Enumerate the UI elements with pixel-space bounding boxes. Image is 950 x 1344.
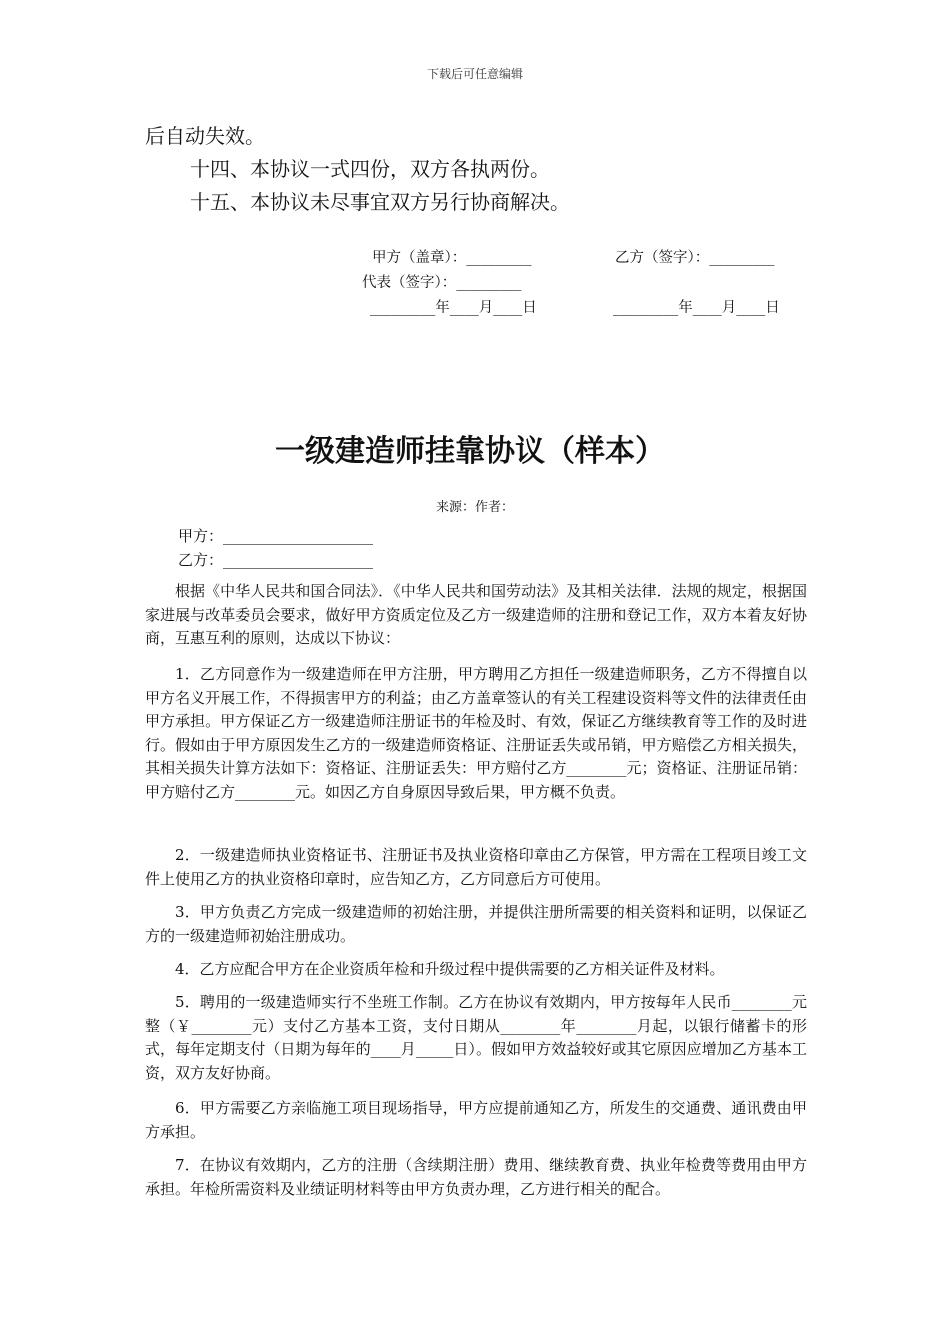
header-note: 下载后可任意编辑 [426, 67, 523, 81]
document-title: 一级建造师挂靠协议（样本） [275, 434, 665, 469]
clause-7: 7．在协议有效期内，乙方的注册（含续期注册）费用、继续教育费、执业年检费等费用由甲方承担。年检所需资料及业绩证明材料等由甲方负责办理，乙方进行相关的配合。 [145, 1156, 807, 1198]
representative-sign-line: 代表（签字）：_________ [362, 275, 522, 291]
party-b-sign-line: 乙方（签字）：_________ [615, 250, 775, 266]
clause-15: 十五、本协议未尽事宜双方另行协商解决。 [190, 190, 570, 214]
intro-paragraph: 根据《中华人民共和国合同法》．《中华人民共和国劳动法》及其相关法律．法规的规定，根据国家进展与改革委员会要求，做好甲方资质定位及乙方一级建造师的注册和登记工作，双方本着友好协商，互惠互利的原则，达成以下协议： [145, 582, 807, 647]
clause-2: 2．一级建造师执业资格证书、注册证书及执业资格印章由乙方保管，甲方需在工程项目竣工文件上使用乙方的执业资格印章时，应告知乙方，乙方同意后方可使用。 [145, 846, 807, 888]
clause-14: 十四、本协议一式四份，双方各执两份。 [190, 157, 550, 181]
continued-line: 后自动失效。 [145, 124, 265, 148]
party-a-line: 甲方：____________________ [178, 527, 374, 545]
clause-6: 6．甲方需要乙方亲临施工项目现场指导，甲方应提前通知乙方，所发生的交通费、通讯费由甲方承担。 [145, 1099, 807, 1141]
date-line-b: _________年____月____日 [613, 300, 780, 316]
clause-4: 4．乙方应配合甲方在企业资质年检和升级过程中提供需要的乙方相关证件及材料。 [175, 960, 725, 978]
party-a-seal-line: 甲方（盖章）：_________ [372, 250, 532, 266]
date-line-a: _________年____月____日 [370, 300, 537, 316]
source-line: 来源：作者： [435, 500, 514, 515]
clause-3: 3．甲方负责乙方完成一级建造师的初始注册，并提供注册所需要的相关资料和证明，以保证乙方的一级建造师初始注册成功。 [145, 903, 807, 945]
party-b-line: 乙方：____________________ [178, 551, 374, 569]
clause-1: 1．乙方同意作为一级建造师在甲方注册，甲方聘用乙方担任一级建造师职务，乙方不得擅自以甲方名义开展工作，不得损害甲方的利益；由乙方盖章签认的有关工程建设资料等文件的法律责任由甲方承担。甲方保证乙方一级建造师注册证书的年检及时、有效，保证乙方继续教育等工作的及时进行。假如由于甲方原因发生乙方的一级建造师资格证、注册证丢失或吊销，甲方赔偿乙方相关损失，其相关损失计算方法如下：资格证、注册证丢失：甲方赔付乙方________元；资格证、注册证吊销：甲方赔付乙方________元。如因乙方自身原因导致后果，甲方概不负责。 [145, 665, 807, 801]
clause-5: 5．聘用的一级建造师实行不坐班工作制。乙方在协议有效期内，甲方按每年人民币________元整（￥________元）支付乙方基本工资，支付日期从________年________月起，以银行储蓄卡的形式，每年定期支付（日期为每年的____月_____日）。假如甲方效益较好或其它原因应增加乙方基本工资，双方友好协商。 [145, 993, 807, 1082]
